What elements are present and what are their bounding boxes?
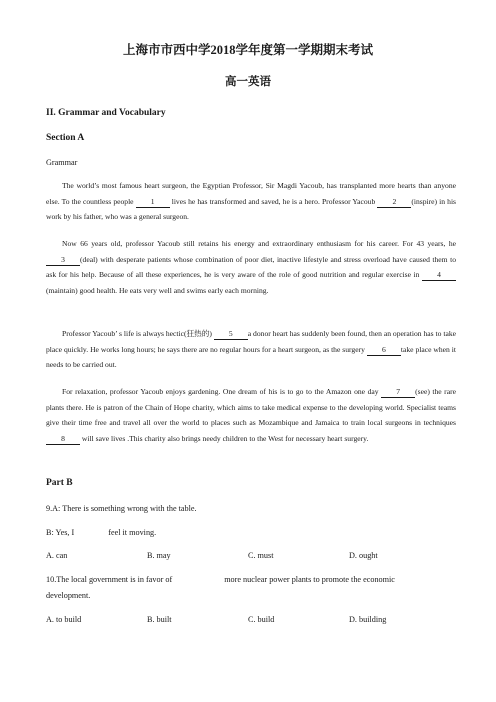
section-a-heading: Section A [46,133,85,143]
question-9-response: B: Yes, I feel it moving. [46,528,157,537]
q10-option-a[interactable]: A. to build [46,615,82,624]
blank-5[interactable]: 5 [214,329,248,340]
blank-7[interactable]: 7 [381,387,415,398]
paragraph-text: For relaxation, professor Yacoub enjoys gardening. One dream of his is to go to the Amazon one day [62,387,382,396]
paragraph-text: Professor Yacoub’ s life is always hectic(狂热的) [62,329,214,338]
paragraph-text: Now 66 years old, professor Yacoub still retains his energy and extraordinary enthusiasm for his career. For 43 years, he [62,239,456,248]
blank-3[interactable]: 3 [46,255,80,266]
q10-option-c[interactable]: C. build [248,615,275,624]
paragraph-text: (deal) with desperate patients whose combination of poor diet, inactive lifestyle and stress overload have caused them to ask for his help. Because of all these experiences, he is very aware of the role of good nutrition and regular exercise in [46,254,456,280]
grammar-label: Grammar [46,158,78,167]
passage-paragraph-4 [46,384,456,446]
paragraph-text: (maintain) good health. He eats very well and swims early each morning. [46,285,269,295]
paragraph-text: will save lives .This charity also brings needy children to the West for necessary heart surgery. [80,433,369,443]
paragraph-text: The world’s most famous heart surgeon, the Egyptian Professor, Sir Magdi Yacoub, has transplanted more hearts than anyone else. To the countless people [46,181,456,206]
paragraph-text: take place when it needs to be carried out. [46,344,456,370]
question-10-continuation: development. [46,591,91,600]
paragraph-text: (see) the rare plants there. He is patron of the Chain of Hope charity, which aims to take medical expense to the developing world. Specialist teams give their time free and travel all over the world to places such as Mozambique and Jamaica to train local surgeons in techniques [46,387,456,428]
blank-2[interactable]: 2 [377,197,411,208]
paragraph-text: lives he has transformed and saved, he is a hero. Professor Yacoub [169,196,378,206]
exam-subtitle: 高一英语 [225,76,271,88]
blank-6[interactable]: 6 [367,345,401,356]
blank-4[interactable]: 4 [422,270,456,281]
question-9-prompt: 9.A: There is something wrong with the table. [46,504,197,513]
paragraph-text: a donor heart has suddenly been found, then an operation has to take place quickly. He works long hours; he says there are no regular hours for a heart surgeon, as the surgery [46,329,456,354]
q10-option-b[interactable]: B. built [147,615,172,624]
section-heading: II. Grammar and Vocabulary [46,108,166,118]
q9-option-c[interactable]: C. must [248,551,274,560]
q9-option-a[interactable]: A. can [46,551,68,560]
part-b-heading: Part B [46,478,73,488]
q9-option-b[interactable]: B. may [147,551,171,560]
q9-option-d[interactable]: D. ought [349,551,378,560]
blank-8[interactable]: 8 [46,434,80,445]
q10-option-d[interactable]: D. building [349,615,387,624]
question-10-prompt: 10.The local government is in favor of more nuclear power plants to promote the economic [46,575,395,584]
paragraph-text: (inspire) in his work by his father, who was a general surgeon. [46,196,457,222]
passage-paragraph-3 [46,326,456,373]
passage-paragraph-1 [46,178,456,225]
blank-1[interactable]: 1 [136,197,170,208]
passage-paragraph-2 [46,236,456,298]
exam-title: 上海市市西中学2018学年度第一学期期末考试 [122,43,373,57]
